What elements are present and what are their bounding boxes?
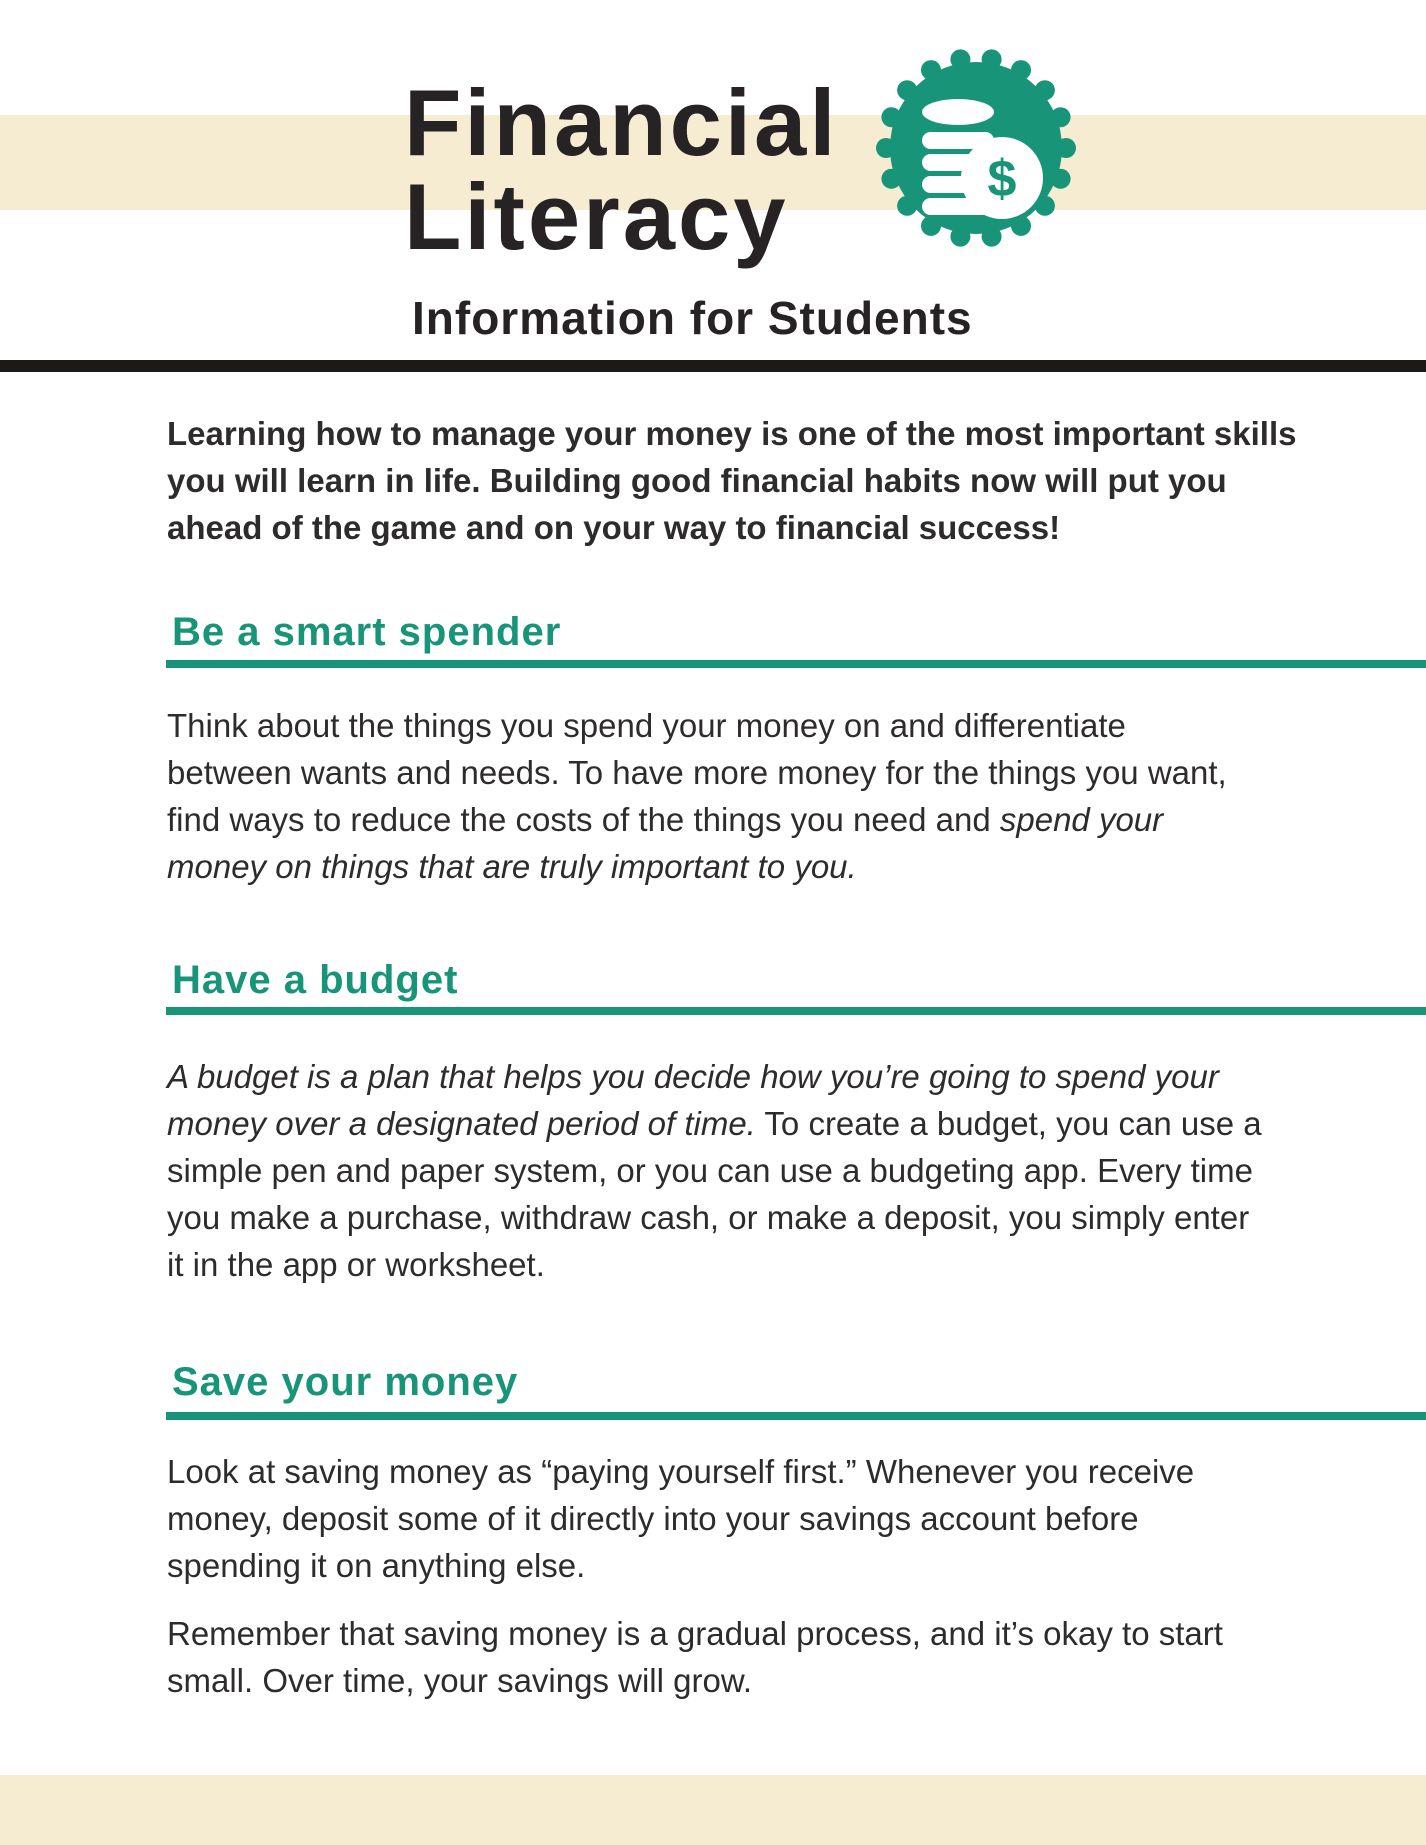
text-line [167, 1241, 1262, 1288]
text-line [167, 1147, 1262, 1194]
section-underline-save-your-money [166, 1412, 1426, 1420]
money-badge-icon [876, 48, 1076, 248]
section-body-have-a-budget [167, 1053, 1262, 1288]
text-line [167, 457, 1297, 504]
section-underline-be-a-smart-spender [166, 660, 1426, 668]
text-line [167, 1194, 1262, 1241]
paragraph [167, 1053, 1262, 1288]
paragraph [167, 702, 1227, 890]
text-run: money, deposit some of it directly into your savings account before [167, 1500, 1139, 1537]
text-line [167, 702, 1227, 749]
text-run: spending it on anything else. [167, 1547, 586, 1584]
text-run: Remember that saving money is a gradual process, and it’s okay to start [167, 1615, 1223, 1652]
text-run: Look at saving money as “paying yourself first.” Whenever you receive [167, 1453, 1195, 1490]
section-heading-have-a-budget: Have a budget [172, 958, 459, 1002]
text-line [167, 410, 1297, 457]
text-run-italic: A budget is a plan that helps you decide how you’re going to spend your [167, 1058, 1219, 1095]
text-run-italic: money on things that are truly important to you. [167, 848, 857, 885]
text-run: between wants and needs. To have more money for the things you want, [167, 754, 1227, 791]
text-run: Think about the things you spend your money on and differentiate [167, 707, 1126, 744]
section-underline-have-a-budget [166, 1007, 1426, 1015]
text-line [167, 1610, 1223, 1657]
text-line [167, 843, 1227, 890]
text-line [167, 1657, 1223, 1704]
text-run-italic: spend your [999, 801, 1164, 838]
section-heading-be-a-smart-spender: Be a smart spender [172, 610, 562, 654]
text-run: you will learn in life. Building good financial habits now will put you [167, 462, 1227, 499]
text-run: find ways to reduce the costs of the things you need and [167, 801, 1000, 838]
paragraph [167, 1448, 1223, 1589]
text-line [167, 1448, 1223, 1495]
text-line [167, 1542, 1223, 1589]
footer-cream-band [0, 1775, 1426, 1845]
section-body-save-your-money [167, 1448, 1223, 1704]
text-line [167, 1495, 1223, 1542]
section-heading-save-your-money: Save your money [172, 1360, 519, 1404]
text-run-italic: money over a designated period of time. [167, 1105, 756, 1142]
paragraph [167, 1610, 1223, 1704]
page-title [404, 70, 839, 269]
page-title-line-1: Financial [404, 70, 839, 175]
text-run: you make a purchase, withdraw cash, or make a deposit, you simply enter [167, 1199, 1250, 1236]
text-run: it in the app or worksheet. [167, 1246, 545, 1283]
paragraph [167, 410, 1297, 551]
page-title-line-2: Literacy [404, 164, 789, 269]
text-run: To create a budget, you can use a [755, 1105, 1262, 1142]
text-run: ahead of the game and on your way to financial success! [167, 509, 1061, 546]
text-line [167, 504, 1297, 551]
text-line [167, 1053, 1262, 1100]
header-divider [0, 360, 1426, 372]
text-line [167, 1100, 1262, 1147]
dollar-sign-glyph: $ [987, 150, 1017, 208]
text-line [167, 796, 1227, 843]
page-subtitle: Information for Students [412, 292, 973, 344]
text-run: simple pen and paper system, or you can use a budgeting app. Every time [167, 1152, 1253, 1189]
text-run: small. Over time, your savings will grow. [167, 1662, 752, 1699]
section-body-be-a-smart-spender [167, 702, 1227, 890]
intro-paragraph [167, 410, 1297, 551]
text-line [167, 749, 1227, 796]
text-run: Learning how to manage your money is one of the most important skills [167, 415, 1297, 452]
